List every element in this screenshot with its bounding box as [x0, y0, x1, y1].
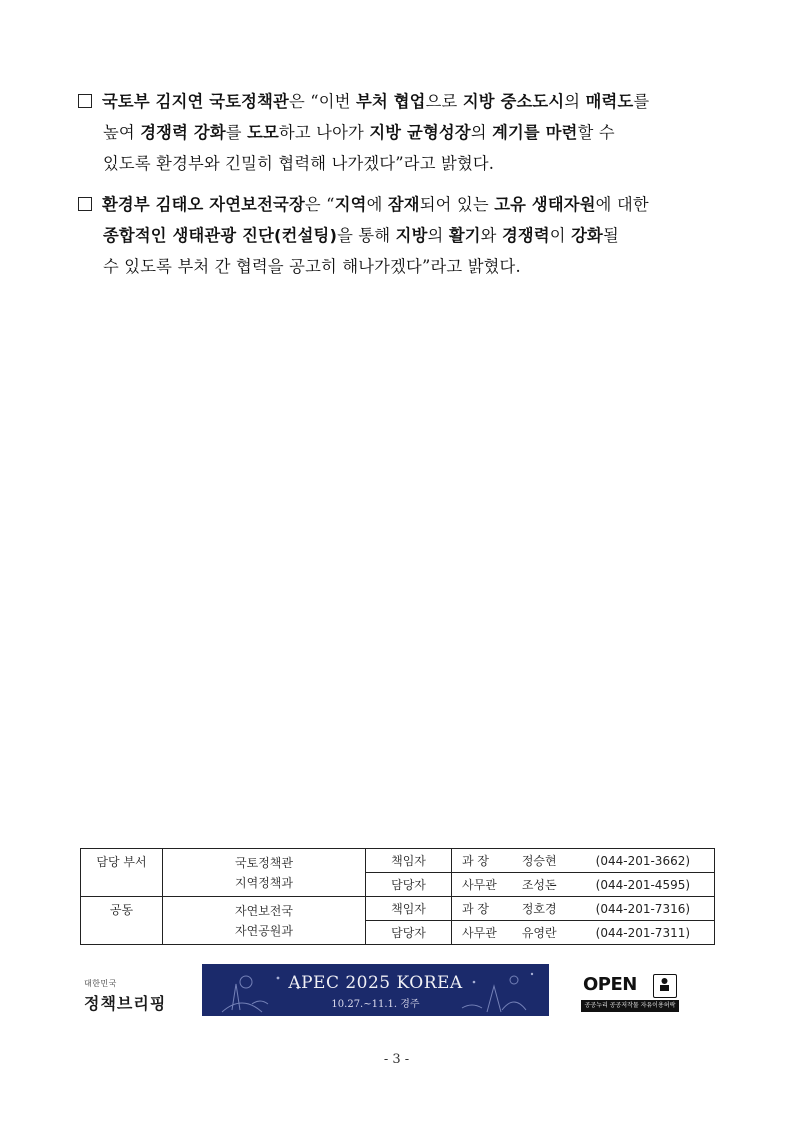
body-text: 할 수 [577, 123, 615, 142]
person-name: 정승현 [521, 854, 557, 868]
paragraph-line [78, 251, 720, 282]
body-text: 으로 [425, 92, 463, 111]
emphasis-text: 경쟁력 강화 [140, 123, 226, 142]
briefing-logo-small: 대한민국 [84, 979, 117, 988]
body-text: 은 “ [304, 195, 335, 214]
emphasis-text: 잠재 [387, 195, 420, 214]
emphasis-text: 활기 [448, 226, 481, 245]
body-text: 의 [427, 226, 449, 245]
body-text: 를 [225, 123, 248, 142]
emphasis-text: 지방 중소도시 [462, 92, 565, 111]
body-text: 의 [564, 92, 586, 111]
person-phone: (044-201-7316) [595, 902, 691, 916]
body-text: 을 통해 [337, 226, 396, 245]
person-phone: (044-201-7311) [595, 926, 691, 940]
person-cell [452, 873, 715, 897]
page-number: - 3 - [383, 1052, 410, 1067]
body-text: 의 [470, 123, 493, 142]
paragraph-line [78, 117, 720, 148]
paragraph-line [78, 148, 720, 179]
dept-line: 국토정책관 [235, 855, 293, 870]
emphasis-text: 환경부 김태오 자연보전국장 [102, 195, 305, 214]
person-name: 유영란 [521, 926, 557, 940]
role-cell: 담당자 [366, 873, 452, 897]
paragraph-1 [78, 86, 720, 179]
dept-line: 자연공원과 [235, 923, 293, 938]
license-type-icon [653, 974, 677, 998]
person-cell [452, 921, 715, 945]
body-text: 될 [602, 226, 619, 245]
checkbox-bullet-icon [78, 94, 92, 108]
person-title: 과 장 [462, 854, 489, 868]
open-word: OPEN [583, 974, 637, 995]
role-cell: 책임자 [366, 849, 452, 873]
open-footer: 공공누리 공공저작물 자유이용허락 [581, 1000, 679, 1012]
person-title: 사무관 [462, 878, 497, 892]
footer-logos [0, 964, 793, 1020]
body-text: 은 “이번 [288, 92, 357, 111]
emphasis-text: 도모 [247, 123, 279, 142]
apec-banner[interactable] [202, 964, 549, 1016]
body-text: 와 [480, 226, 502, 245]
dept-cell [163, 897, 366, 945]
body-text: 에 대한 [595, 195, 649, 214]
body-text: 높여 [103, 123, 141, 142]
person-cell [452, 897, 715, 921]
dept-cell [163, 849, 366, 897]
table-row [81, 897, 715, 921]
person-name: 정호경 [521, 902, 557, 916]
person-title: 사무관 [462, 926, 497, 940]
briefing-logo-big: 정책브리핑 [84, 994, 167, 1013]
person-phone: (044-201-4595) [595, 878, 691, 892]
body-text: 에 [366, 195, 388, 214]
emphasis-text: 국토부 김지연 국토정책관 [102, 92, 289, 111]
emphasis-text: 지방 균형성장 [369, 123, 471, 142]
emphasis-text: 경쟁력 [501, 226, 550, 245]
body-text: 를 [633, 92, 650, 111]
dept-line: 자연보전국 [235, 903, 293, 918]
body-text: 있도록 환경부와 긴밀히 협력해 나가겠다”라고 밝혔다. [103, 154, 495, 173]
emphasis-text: 지방 [395, 226, 428, 245]
person-phone: (044-201-3662) [595, 854, 691, 868]
paragraph-line [78, 189, 720, 220]
table-row [81, 849, 715, 873]
person-name: 조성돈 [521, 878, 557, 892]
person-cell [452, 849, 715, 873]
paragraph-line [78, 86, 720, 117]
person-title: 과 장 [462, 902, 489, 916]
emphasis-text: 강화 [571, 226, 603, 245]
emphasis-text: 고유 생태자원 [494, 195, 596, 214]
emphasis-text: 종합적인 생태관광 진단(컨설팅) [103, 226, 338, 245]
dept-line: 지역정책과 [235, 875, 293, 890]
emphasis-text: 계기를 마련 [492, 123, 578, 142]
emphasis-text: 매력도 [585, 92, 634, 111]
body-text: 이 [549, 226, 572, 245]
apec-title: APEC 2025 KOREA [288, 973, 463, 993]
role-cell: 담당자 [366, 921, 452, 945]
paragraph-2 [78, 189, 720, 282]
policy-briefing-logo[interactable] [84, 978, 174, 1012]
apec-date: 10.27.~11.1. 경주 [331, 999, 420, 1010]
paragraph-line [78, 220, 720, 251]
joint-label-cell: 공동 [81, 897, 163, 945]
body-text: 되어 있는 [419, 195, 495, 214]
contact-table [80, 848, 715, 945]
kogl-open-logo[interactable] [581, 972, 679, 1012]
dept-label-cell: 담당 부서 [81, 849, 163, 897]
body-text: 수 있도록 부처 간 협력을 공고히 해나가겠다”라고 밝혔다. [103, 257, 521, 276]
body-text: 하고 나아가 [278, 123, 370, 142]
checkbox-bullet-icon [78, 197, 92, 211]
emphasis-text: 부처 협업 [356, 92, 426, 111]
role-cell: 책임자 [366, 897, 452, 921]
emphasis-text: 지역 [334, 195, 367, 214]
